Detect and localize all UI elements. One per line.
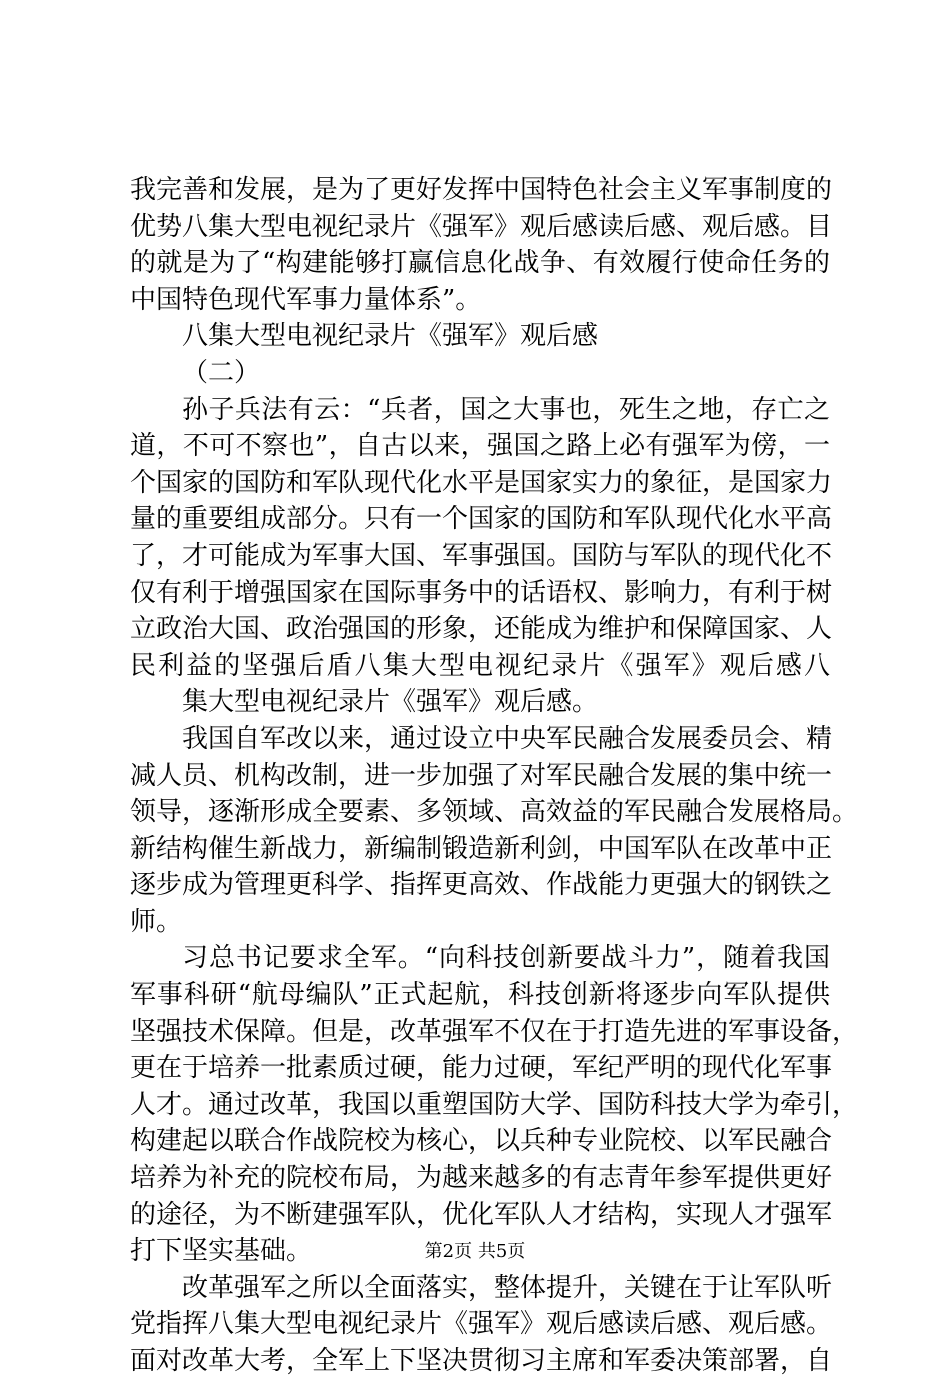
page-number-footer: 第2页 共5页 [424, 1241, 526, 1262]
text-line: 我完善和发展，是为了更好发挥中国特色社会主义军事制度的 [130, 175, 833, 205]
text-line: 培养为补充的院校布局，为越来越多的有志青年参军提供更好 [130, 1163, 833, 1194]
text-line: 面对改革大考，全军上下坚决贯彻习主席和军委决策部署，自 [130, 1346, 833, 1376]
text-line: 人才。通过改革，我国以重塑国防大学、国防科技大学为牵引， [130, 1089, 859, 1120]
text-line: 军事科研“航母编队”正式起航，科技创新将逐步向军队提供 [130, 980, 830, 1011]
text-line: 量的重要组成部分。只有一个国家的国防和军队现代化水平高 [130, 504, 833, 535]
text-line: 构建起以联合作战院校为核心，以兵种专业院校、以军民融合 [130, 1126, 833, 1157]
text-line: 党指挥八集大型电视纪录片《强军》观后感读后感、观后感。 [130, 1309, 833, 1340]
text-line: 民利益的坚强后盾八集大型电视纪录片《强军》观后感八 [130, 650, 830, 681]
text-line: 的途径，为不断建强军队，优化军队人才结构，实现人才强军 [130, 1199, 833, 1230]
text-line: 逐步成为管理更科学、指挥更高效、作战能力更强大的钢铁之 [130, 870, 833, 901]
text-line: 领导，逐渐形成全要素、多领域、高效益的军民融合发展格局。 [130, 797, 859, 828]
text-line: 仅有利于增强国家在国际事务中的话语权、影响力，有利于树 [130, 577, 833, 608]
document-body [130, 172, 859, 1380]
text-line: 中国特色现代军事力量体系”。 [130, 284, 482, 315]
text-line: 坚强技术保障。但是，改革强军不仅在于打造先进的军事设备， [130, 1016, 859, 1047]
paragraph-start: 改革强军之所以全面落实，整体提升，关键在于让军队听 [182, 1272, 833, 1303]
text-line: 立政治大国、政治强国的形象，还能成为维护和保障国家、人 [130, 614, 833, 645]
text-line: 优势八集大型电视纪录片《强军》观后感读后感、观后感。目 [130, 211, 833, 242]
text-line: 师。 [130, 906, 183, 937]
text-line: 的就是为了“构建能够打赢信息化战争、有效履行使命任务的 [130, 248, 830, 279]
text-line: 道，不可不察也”，自古以来，强国之路上必有强军为傍，一 [130, 431, 830, 462]
paragraph-start: 我国自军改以来，通过设立中央军民融合发展委员会、精 [182, 723, 833, 754]
text-line: 更在于培养一批素质过硬，能力过硬，军纪严明的现代化军事 [130, 1053, 833, 1084]
text-line: 打下坚实基础。 [130, 1236, 313, 1267]
paragraph-start: 孙子兵法有云：“兵者，国之大事也，死生之地，存亡之 [182, 394, 830, 425]
text-line: 集大型电视纪录片《强军》观后感。 [182, 687, 599, 718]
text-line: 个国家的国防和军队现代化水平是国家实力的象征，是国家力 [130, 467, 833, 498]
section-number: （二） [182, 357, 261, 388]
section-heading: 八集大型电视纪录片《强军》观后感 [182, 321, 599, 352]
text-line: 了，才可能成为军事大国、军事强国。国防与军队的现代化不 [130, 540, 833, 571]
text-line: 减人员、机构改制，进一步加强了对军民融合发展的集中统一 [130, 760, 833, 791]
text-line: 新结构催生新战力，新编制锻造新利剑，中国军队在改革中正 [130, 833, 833, 864]
paragraph-start: 习总书记要求全军。“向科技创新要战斗力”，随着我国 [182, 943, 830, 974]
